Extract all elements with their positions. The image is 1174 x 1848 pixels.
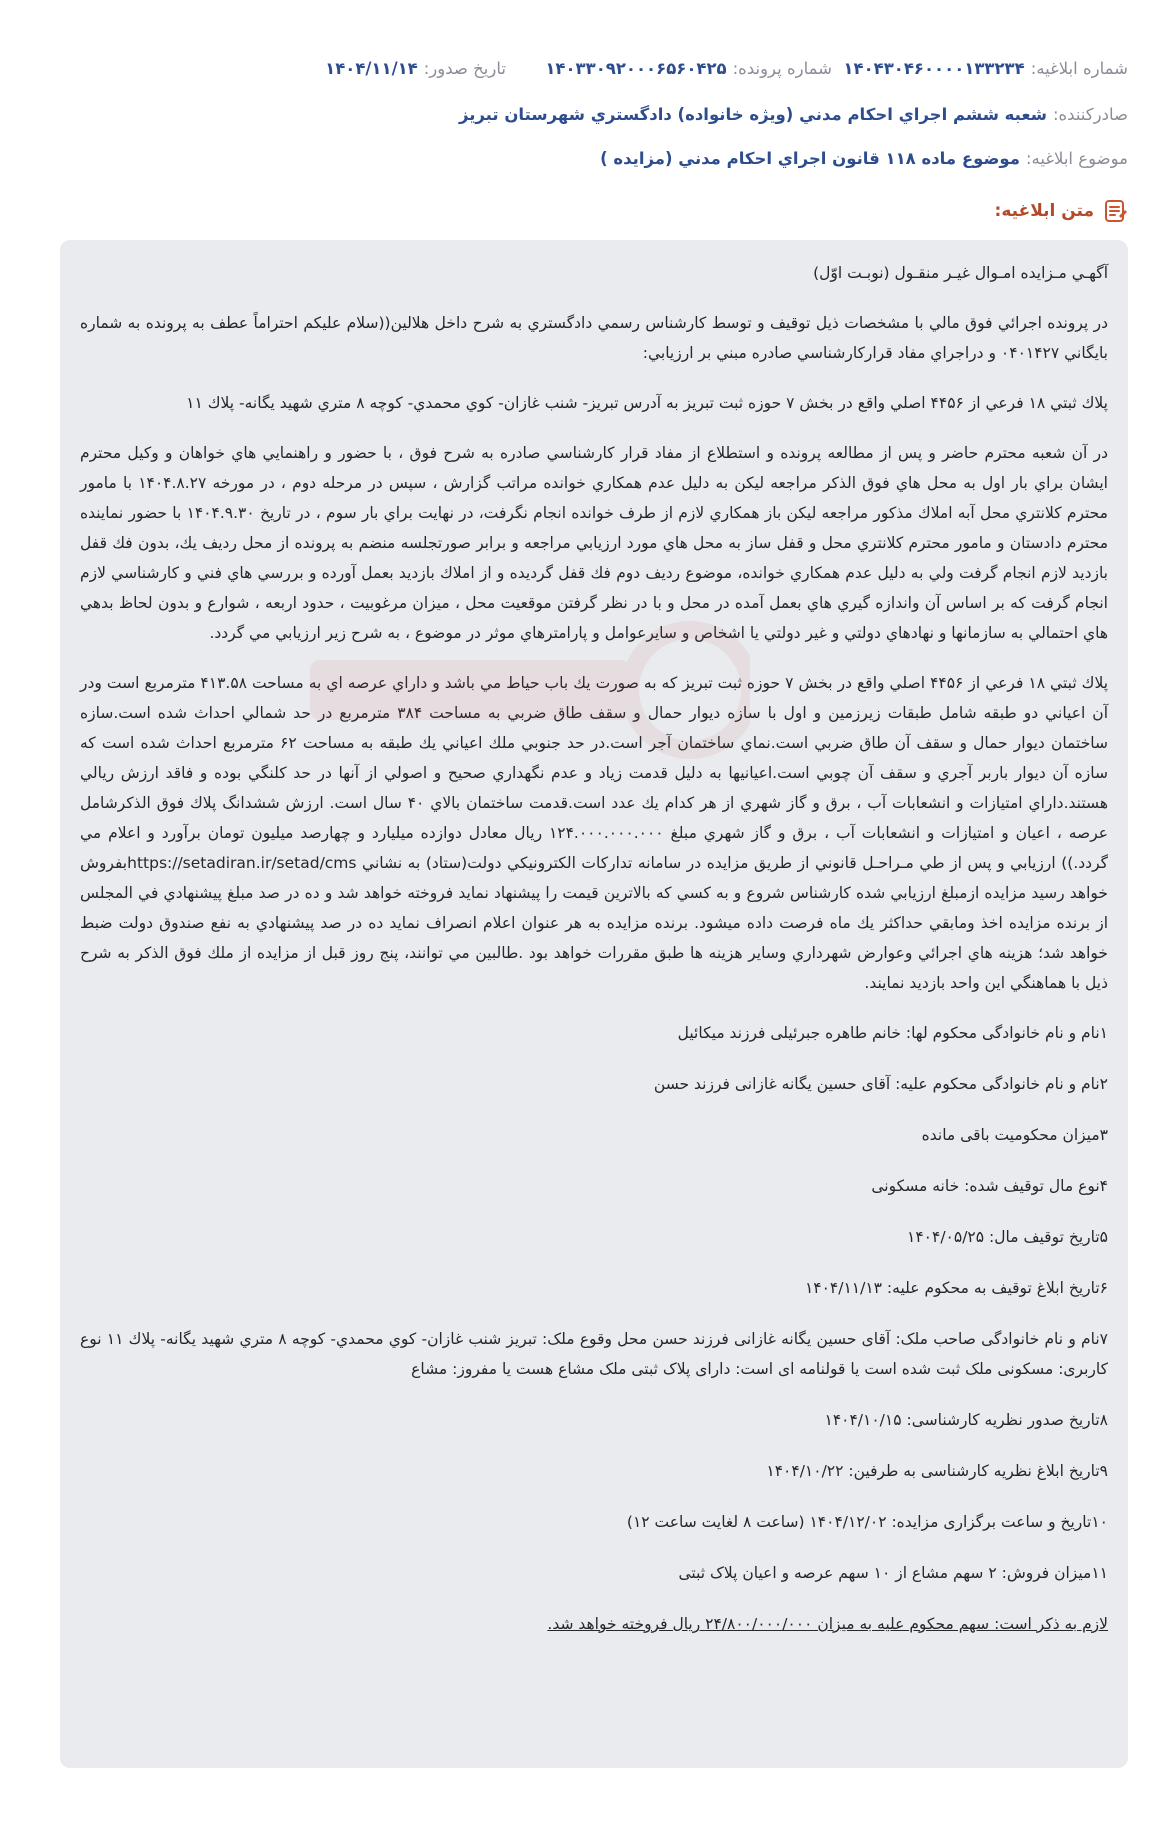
meta-row-subject xyxy=(46,136,1128,180)
notice-heading xyxy=(995,198,1128,224)
list-item: ۱نام و نام خانوادگی محکوم لها: خانم طاهره جبرئیلی فرزند میکائیل xyxy=(677,1024,1108,1042)
notice-meta xyxy=(46,44,1128,180)
notice-number-cell xyxy=(832,59,1128,78)
list-item: ۱۰تاریخ و ساعت برگزاری مزایده: ۱۴۰۴/۱۲/۰۲ (ساعت ۸ لغایت ساعت ۱۲) xyxy=(626,1513,1108,1531)
issuer-label: صادرکننده: xyxy=(1052,104,1128,124)
case-number-cell xyxy=(506,59,832,78)
subject: موضوع ماده ۱۱۸ قانون اجراي احكام مدني (مزايده ) xyxy=(600,148,1020,168)
list-item: ۳میزان محکومیت باقی مانده xyxy=(921,1126,1108,1144)
notice-title: آگهـي مـزايده امـوال غيـر منقـول (نوبـت اوّل) xyxy=(813,264,1108,282)
issue-date: ۱۴۰۴/۱۱/۱۴ xyxy=(325,58,418,78)
notice-plaque: پلاك ثبتي ۱۸ فرعي از ۴۴۵۶ اصلي واقع در بخش ۷ حوزه ثبت تبريز به آدرس تبريز- شنب غازان- كوي محمدي- كوچه ۸ متري شهيد يگانه- پلاك ۱۱ xyxy=(186,394,1108,412)
document-icon xyxy=(1102,198,1128,224)
notice-number: ۱۴۰۴۳۰۴۶۰۰۰۰۱۳۳۲۳۴ xyxy=(843,58,1025,78)
list-item: ۱۱میزان فروش: ۲ سهم مشاع از ۱۰ سهم عرصه و اعیان پلاک ثبتی xyxy=(678,1564,1108,1582)
notice-body xyxy=(60,240,1128,1768)
notice-heading-label: متن ابلاغیه: xyxy=(994,201,1094,221)
issue-date-cell xyxy=(325,59,506,78)
notice-number-label: شماره ابلاغیه: xyxy=(1030,58,1128,78)
issue-date-label: تاریخ صدور: xyxy=(423,58,506,78)
case-number-label: شماره پرونده: xyxy=(732,58,832,78)
list-item: ۵تاریخ توقیف مال: ۱۴۰۴/۰۵/۲۵ xyxy=(907,1228,1108,1246)
list-item: ۷نام و نام خانوادگی صاحب ملک: آقای حسین یگانه غازانی فرزند حسن محل وقوع ملک: تبريز شنب غازان- كوي محمدي- كوچه ۸ متري شهيد يگانه- پلاك ۱۱ نوع کاربری: مسکونی ملک ثبت شده است یا قولنامه ای است: دارای پلاک ثبتی ملک مشاع هست یا مفروز: مشاع xyxy=(80,1330,1108,1378)
notice-paragraph-2: پلاك ثبتي ۱۸ فرعي از ۴۴۵۶ اصلي واقع در بخش ۷ حوزه ثبت تبريز كه به صورت يك باب حياط مي باشد و داراي عرصه اي به مساحت ۴۱۳.۵۸ مترمربع است ودر آن اعياني دو طبقه شامل طبقات زيرزمين و اول با سازه ديوار حمال و سقف طاق ضربي به مساحت ۳۸۴ مترمربع در حد شمالي احداث شده است.سازه ساختمان ديوار حمال و سقف آن طاق ضربي است.نماي ساختمان آجر است.در حد جنوبي ملك اعياني يك طبقه به مساحت ۶۲ مترمربع احداث شده است كه سازه آن ديوار باربر آجري و سقف آن چوبي است.اعيانيها به دليل قدمت زياد و عدم نگهداري صحيح و اصولي از آنها در حد كلنگي بوده و فاقد ارزش ريالي هستند.داراي امتيازات و انشعابات آب ، برق و گاز شهري از هر كدام يك عدد است.قدمت ساختمان بالاي ۴۰ سال است. ارزش ششدانگ پلاك فوق الذكرشامل عرصه ، اعيان و امتيازات و انشعابات آب ، برق و گاز شهري مبلغ ۱۲۴.۰۰۰.۰۰۰.۰۰۰ ريال معادل دوازده ميليارد و چهارصد ميليون تومان برآورد و اعلام مي گردد.)) ارزيابي و پس از طي مـراحـل قانوني از طريق مزايده در سامانه تداركات الكترونيكي دولت(ستاد) به نشاني https://setadiran.ir/setad/cmsبفروش خواهد رسيد مزايده ازمبلغ ارزيابي شده كارشناس شروع و به كسي كه بالاترين قيمت را پيشنهاد نمايد فروخته خواهد شد و ده در صد مبلغ پيشنهادي في المجلس از برنده مزايده اخذ ومابقي حداكثر يك ماه فرصت داده ميشود. برنده مزايده به هر عنوان اعلام انصراف نمايد ده در صد پيشنهادي به نفع صندوق دولت ضبط خواهد شد؛ هزينه هاي اجرائي وعوارض شهرداري وساير هزينه ها طبق مقررات خواهد بود .طالبين مي توانند، پنج روز قبل از مزايده از ملك فوق الذكر به شرح ذيل با هماهنگي اين واحد بازديد نمايند. xyxy=(80,674,1109,992)
issuer-cell xyxy=(459,105,1128,124)
subject-cell xyxy=(600,149,1128,168)
issuer: شعبه ششم اجراي احكام مدني (ويژه خانواده) دادگستري شهرستان تبريز xyxy=(458,104,1047,124)
list-item: ۴نوع مال توقیف شده: خانه مسکونی xyxy=(871,1177,1108,1195)
meta-row-issuer xyxy=(46,92,1128,136)
case-number: ۱۴۰۳۳۰۹۲۰۰۰۶۵۶۰۴۲۵ xyxy=(545,58,727,78)
list-item: ۸تاریخ صدور نظریه کارشناسی: ۱۴۰۴/۱۰/۱۵ xyxy=(824,1411,1108,1429)
subject-label: موضوع ابلاغیه: xyxy=(1025,148,1128,168)
notice-paragraph-1: در آن شعبه محترم حاضر و پس از مطالعه پرونده و استطلاع از مفاد قرار كارشناسي صادره به شرح فوق ، با حضور و راهنمايي هاي خواهان و وكيل محترم ايشان براي بار اول به محل هاي فوق الذكر مراجعه ليكن به دليل عدم همكاري خوانده مراتب گزارش ، سپس در مرحله دوم ، در مورخه ۱۴۰۴.۸.۲۷ با مامور محترم كلانتري محل آبه املاك مذكور مراجعه ليكن باز همكاري لازم از طرف خوانده انجام نگرفت، در نهايت براي بار سوم ، در تاريخ ۱۴۰۴.۹.۳۰ با حضور نماينده محترم دادستان و مامور محترم كلانتري محل و قفل ساز به محل هاي مورد ارزيابي مراجعه و برابر صورتجلسه منضم به پرونده از محل رديف يك، بدون فك قفل بازديد لازم انجام گرفت ولي به دليل عدم همكاري خوانده، موضوع رديف دوم فك قفل گرديده و از املاك بازديد بعمل آورده و بررسي هاي فني و كارشناسي لازم انجام گرفت كه بر اساس آن واندازه گيري هاي بعمل آمده در محل و با در نظر گرفتن موقعيت محل ، ميزان مرغوبيت ، حدود اربعه ، شوارع و بدون لحاظ بدهي هاي احتمالي به سازمانها و نهادهاي دولتي و غير دولتي يا اشخاص و سايرعوامل و پارامترهاي موثر در موضوع ، به شرح زير ارزيابي مي گردد. xyxy=(80,444,1108,642)
notice-intro: در پرونده اجرائي فوق مالي با مشخصات ذيل توقيف و توسط كارشناس رسمي دادگستري به شرح داخل هلالين((سلام عليكم احتراماً عطف به پرونده به شماره بايگاني ۰۴۰۱۴۲۷ و دراجراي مفاد قرارکارشناسي صادره مبني بر ارزيابي: xyxy=(80,314,1108,362)
list-item: ۹تاریخ ابلاغ نظریه کارشناسی به طرفین: ۱۴۰۴/۱۰/۲۲ xyxy=(766,1462,1108,1480)
meta-row-numbers xyxy=(46,44,1128,92)
list-item: ۲نام و نام خانوادگی محکوم علیه: آقای حسین یگانه غازانی فرزند حسن xyxy=(653,1075,1108,1093)
list-item: ۶تاریخ ابلاغ توقیف به محکوم علیه: ۱۴۰۴/۱۱/۱۳ xyxy=(804,1279,1108,1297)
footer-note: لازم به ذکر است: سهم محکوم علیه به میزان ۲۴/۸۰۰/۰۰۰/۰۰۰ ریال فروخته خواهد شد. xyxy=(547,1615,1108,1633)
